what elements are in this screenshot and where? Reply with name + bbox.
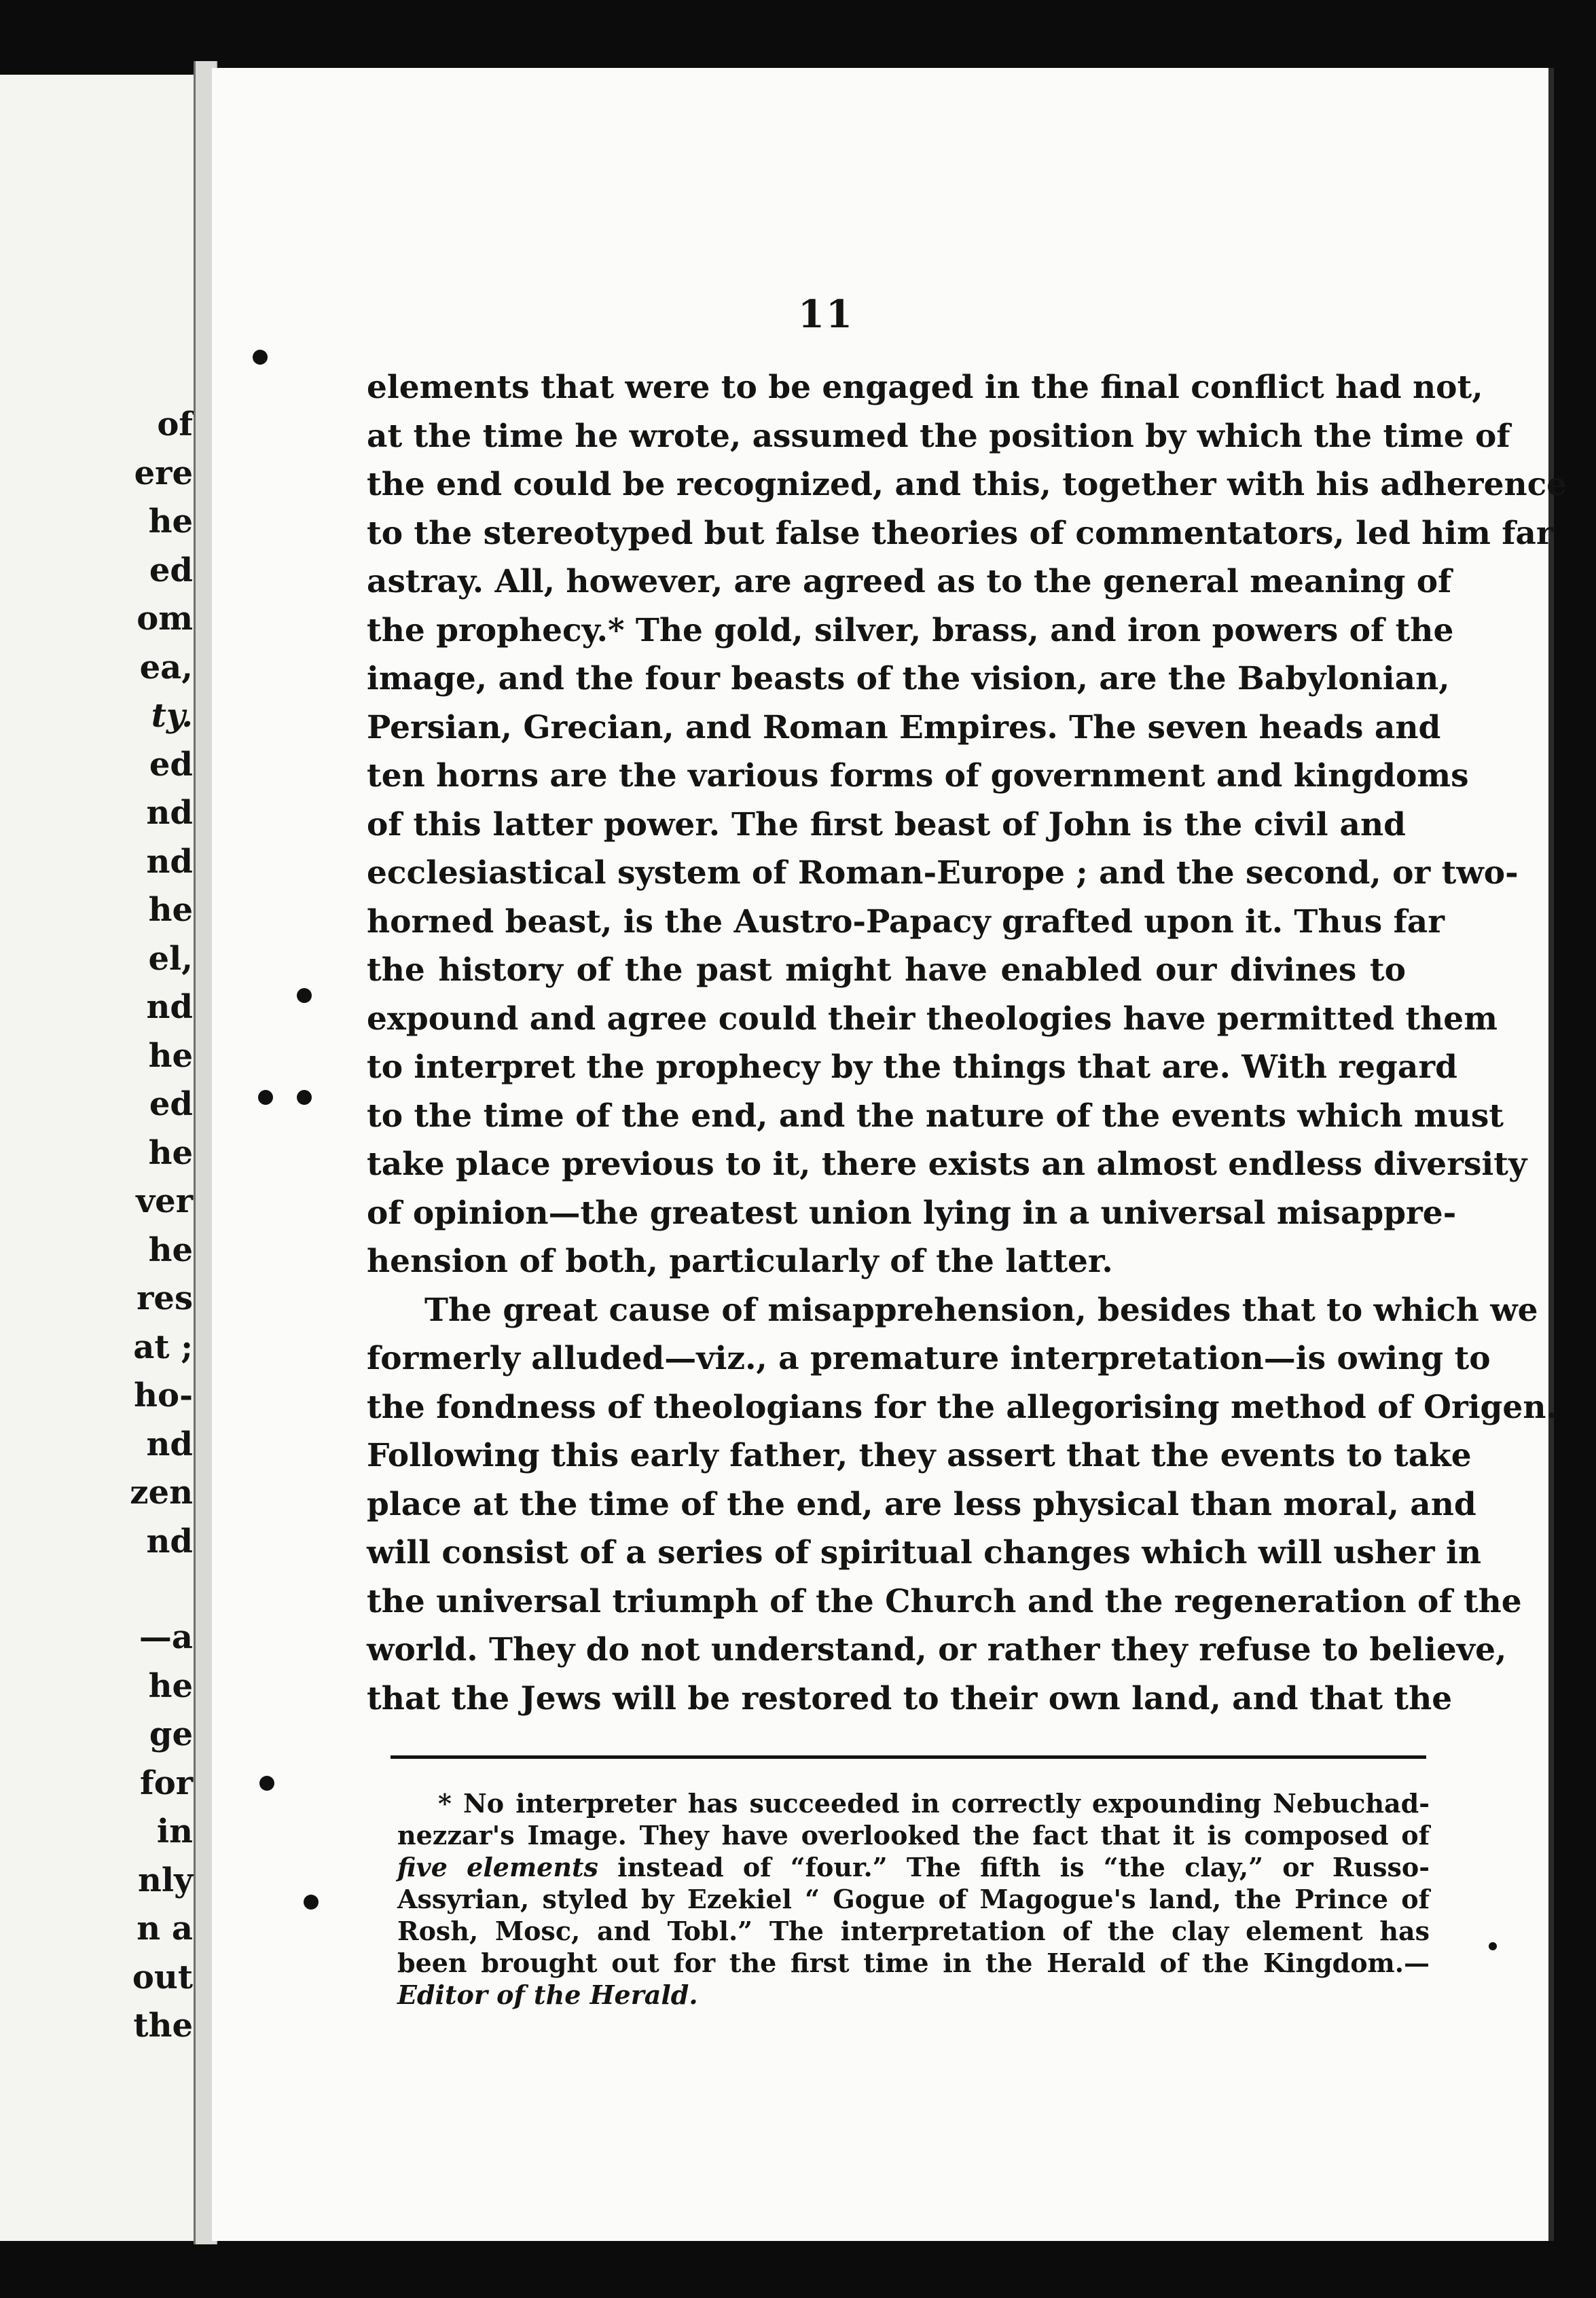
page-number: 11	[798, 292, 854, 337]
body-line: astray. All, however, are agreed as to the general meaning of	[367, 563, 1452, 600]
footnote-line: been brought out for the first time in the Herald of the Kingdom.—	[397, 1948, 1430, 1978]
left-fragment: nd	[146, 1522, 193, 1561]
left-fragment: res	[137, 1279, 193, 1317]
left-fragment: n a	[137, 1910, 193, 1948]
body-line: to interpret the prophecy by the things that are. With regard	[367, 1048, 1457, 1086]
footnote-line: * No interpreter has succeeded in correctly expounding Nebuchad-	[438, 1788, 1430, 1819]
left-fragment: nd	[146, 1425, 193, 1463]
left-fragment: ea,	[139, 648, 193, 687]
body-line: of this latter power. The first beast of John is the civil and	[367, 805, 1406, 843]
left-fragment: nd	[146, 842, 193, 881]
body-line: ten horns are the various forms of government and kingdoms	[367, 757, 1469, 795]
body-line: the prophecy.* The gold, silver, brass, and iron powers of the	[367, 611, 1454, 649]
left-page-fragments	[130, 401, 193, 2051]
footnote-italic: five elements	[397, 1852, 598, 1882]
body-line: to the stereotyped but false theories of commentators, led him far	[367, 514, 1553, 552]
left-fragment: he	[148, 1036, 193, 1075]
body-line: Following this early father, they assert that the events to take	[367, 1437, 1472, 1474]
left-fragment: om	[137, 600, 193, 638]
footnote	[397, 1787, 1430, 2011]
footnote-line: Assyrian, styled by Ezekiel “ Gogue of Magogue's land, the Prince of	[397, 1884, 1430, 1914]
footnote-line: nezzar's Image. They have overlooked the fact that it is composed of	[397, 1820, 1430, 1850]
left-fragment: ed	[149, 1085, 193, 1123]
body-line: at the time he wrote, assumed the position by which the time of	[367, 417, 1510, 455]
footnote-rule	[391, 1755, 1426, 1759]
body-line: formerly alluded—viz., a premature interpretation—is owing to	[367, 1340, 1491, 1377]
left-fragment: el,	[148, 939, 193, 978]
body-line: expound and agree could their theologies have permitted them	[367, 1000, 1498, 1038]
footnote-signature: Editor of the Herald.	[397, 1980, 698, 2010]
footnote-text: instead of “four.” The fifth is “the clay,” or Russo-	[598, 1852, 1430, 1882]
left-fragment: he	[148, 891, 193, 929]
left-fragment: nly	[137, 1861, 193, 1899]
left-fragment: ver	[136, 1182, 193, 1220]
left-fragment: ere	[134, 454, 193, 492]
left-fragment: —a	[139, 1618, 193, 1656]
left-fragment: ed	[149, 551, 193, 589]
binding-hole-mark	[1489, 1942, 1497, 1950]
left-fragment: he	[148, 1230, 193, 1269]
binding-hole-mark	[259, 1776, 274, 1791]
binding-hole-mark	[297, 988, 312, 1003]
body-line: the end could be recognized, and this, together with his adherence	[367, 466, 1567, 503]
left-fragment: he	[148, 1133, 193, 1172]
left-fragment: for	[140, 1764, 193, 1802]
body-text	[367, 363, 1567, 1723]
footnote-line	[397, 1979, 1430, 2011]
body-line: ecclesiastical system of Roman-Europe ; and the second, or two-	[367, 854, 1519, 892]
body-line: will consist of a series of spiritual changes which will usher in	[367, 1534, 1481, 1571]
body-line: the history of the past might have enabled our divines to	[367, 951, 1406, 989]
binding-hole-mark	[258, 1090, 273, 1105]
body-line: Persian, Grecian, and Roman Empires. The seven heads and	[367, 708, 1441, 746]
body-line: place at the time of the end, are less physical than moral, and	[367, 1485, 1476, 1523]
left-fragment: nd	[146, 794, 193, 832]
left-fragment: the	[133, 2007, 193, 2045]
left-page-edge	[0, 75, 198, 2241]
body-line: the fondness of theologians for the allegorising method of Origen.	[367, 1388, 1557, 1426]
left-fragment: ge	[149, 1715, 193, 1753]
body-line: world. They do not understand, or rather they refuse to believe,	[367, 1631, 1507, 1668]
binding-hole-mark	[297, 1090, 312, 1105]
body-line: horned beast, is the Austro-Papacy grafted upon it. Thus far	[367, 902, 1445, 941]
left-fragment: ho-	[134, 1376, 193, 1415]
body-line: image, and the four beasts of the vision, are the Babylonian,	[367, 660, 1450, 697]
left-fragment: zen	[130, 1474, 193, 1512]
left-fragment: he	[148, 1666, 193, 1705]
left-fragment: of	[157, 405, 193, 443]
body-line: take place previous to it, there exists an almost endless diversity	[367, 1146, 1527, 1183]
left-fragment: ty.	[151, 697, 193, 735]
body-line: of opinion—the greatest union lying in a universal misappre-	[367, 1194, 1457, 1232]
body-line: that the Jews will be restored to their own land, and that the	[367, 1679, 1453, 1717]
left-fragment: in	[156, 1812, 193, 1850]
binding-hole-mark	[253, 350, 268, 365]
body-line: the universal triumph of the Church and the regeneration of the	[367, 1582, 1522, 1620]
left-fragment: he	[148, 503, 193, 541]
body-line: to the time of the end, and the nature of the events which must	[367, 1097, 1504, 1135]
footnote-line: Rosh, Mosc, and Tobl.” The interpretation of the clay element has	[397, 1916, 1430, 1946]
body-line: hension of both, particularly of the latter.	[367, 1243, 1113, 1280]
left-fragment: ed	[149, 745, 193, 784]
left-fragment: nd	[146, 988, 193, 1026]
left-fragment: at ;	[133, 1328, 193, 1366]
binding-hole-mark	[304, 1895, 319, 1910]
body-line: elements that were to be engaged in the final conflict had not,	[367, 369, 1483, 406]
body-line: The great cause of misapprehension, besides that to which we	[424, 1291, 1538, 1329]
left-fragment: out	[132, 1958, 193, 1996]
footnote-line	[397, 1851, 1430, 1883]
